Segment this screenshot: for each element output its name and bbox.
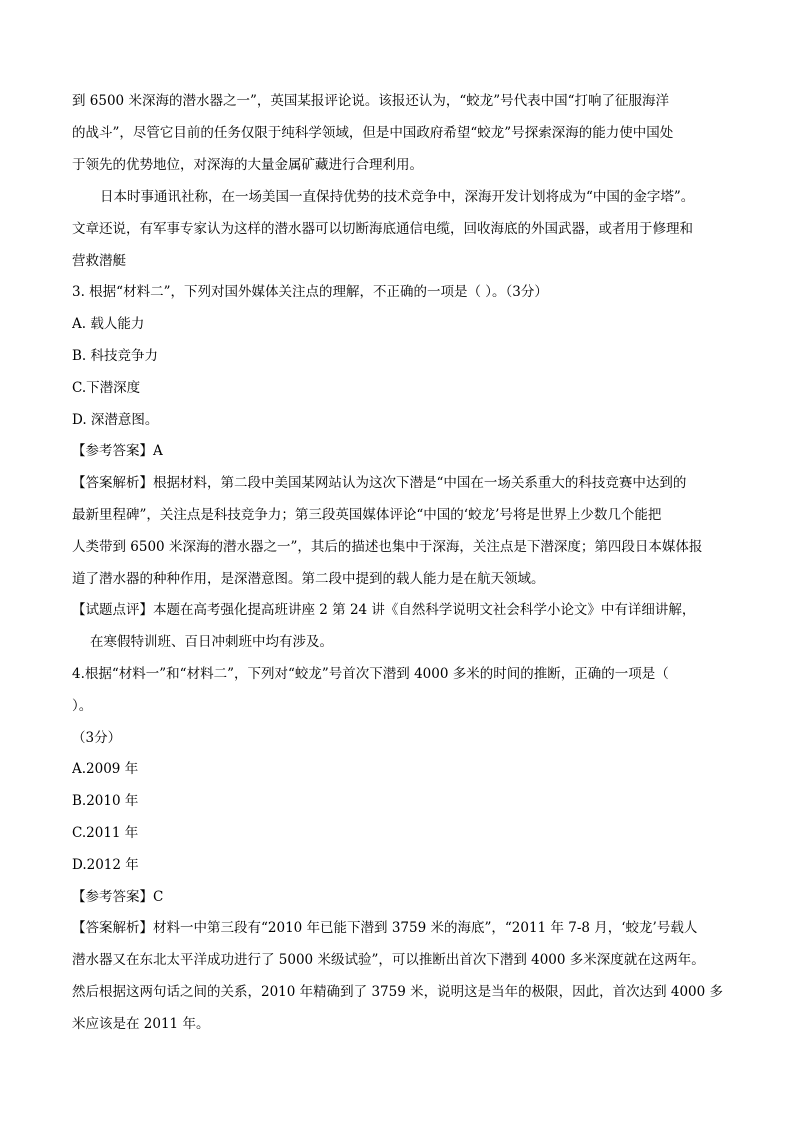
text-line: 文章还说，有军事专家认为这样的潜水器可以切断海底通信电缆，回收海底的外国武器，或者用于修理和: [72, 221, 693, 237]
option-d: D.2012 年: [72, 857, 139, 873]
question-comment: 【试题点评】本题在高考强化提高班讲座 2 第 24 讲《自然科学说明文社会科学小论文》中有详细讲解，: [72, 602, 696, 618]
text-line: ）。: [72, 698, 93, 714]
text-line: 营救潜艇: [72, 253, 126, 269]
text-line: 的战斗”，尽管它目前的任务仅限于纯科学领域，但是中国政府希望“蛟龙”号探索深海的能力使中国处: [72, 125, 674, 141]
question-3: 3. 根据“材料二”，下列对国外媒体关注点的理解，不正确的一项是（ ）。（3分）: [72, 284, 548, 300]
answer-analysis: 【答案解析】根据材料，第二段中美国某网站认为这次下潜是“中国在一场关系重大的科技竞赛中达到的: [72, 475, 687, 491]
text-line: 于领先的优势地位，对深海的大量金属矿藏进行合理利用。: [72, 157, 423, 173]
text-line: 最新里程碑”，关注点是科技竞争力；第三段英国媒体评论“中国的‘蛟龙’号将是世界上少数几个能把: [72, 507, 662, 523]
option-c: C.下潜深度: [72, 380, 141, 396]
option-c: C.2011 年: [72, 825, 139, 841]
text-line: 人类带到 6500 米深海的潜水器之一”，其后的描述也集中于深海，关注点是下潜深度；第四段日本媒体报: [72, 539, 703, 555]
reference-answer: 【参考答案】C: [72, 889, 164, 905]
option-b: B.2010 年: [72, 793, 139, 809]
text-line: 到 6500 米深海的潜水器之一”，英国某报评论说。该报还认为，“蛟龙”号代表中国“打响了征服海洋: [72, 93, 670, 109]
option-a: A.2009 年: [72, 761, 139, 777]
text-line: 然后根据这两句话之间的关系，2010 年精确到了 3759 米，说明这是当年的极限，因此，首次达到 4000 多: [72, 984, 724, 1000]
score-note: （3分）: [72, 730, 122, 746]
answer-analysis: 【答案解析】材料一中第三段有“2010 年已能下潜到 3759 米的海底”，“2011 年 7-8 月，‘蛟龙’号载人: [72, 920, 698, 936]
text-line: 潜水器又在东北太平洋成功进行了 5000 米级试验”，可以推断出首次下潜到 4000 多米深度就在这两年。: [72, 952, 705, 968]
option-b: B. 科技竞争力: [72, 348, 159, 364]
question-4: 4.根据“材料一”和“材料二”，下列对“蛟龙”号首次下潜到 4000 多米的时间的推断，正确的一项是（: [72, 666, 669, 682]
text-line: 米应该是在 2011 年。: [72, 1016, 210, 1032]
text-line: 道了潜水器的种种作用，是深潜意图。第二段中提到的载人能力是在航天领域。: [72, 571, 545, 587]
text-line: 日本时事通讯社称，在一场美国一直保持优势的技术竞争中，深海开发计划将成为“中国的金字塔”。: [100, 189, 695, 205]
option-a: A. 载人能力: [72, 316, 145, 332]
reference-answer: 【参考答案】A: [72, 443, 163, 459]
option-d: D. 深潜意图。: [72, 412, 159, 428]
text-line: 在寒假特训班、百日冲刺班中均有涉及。: [90, 634, 333, 650]
